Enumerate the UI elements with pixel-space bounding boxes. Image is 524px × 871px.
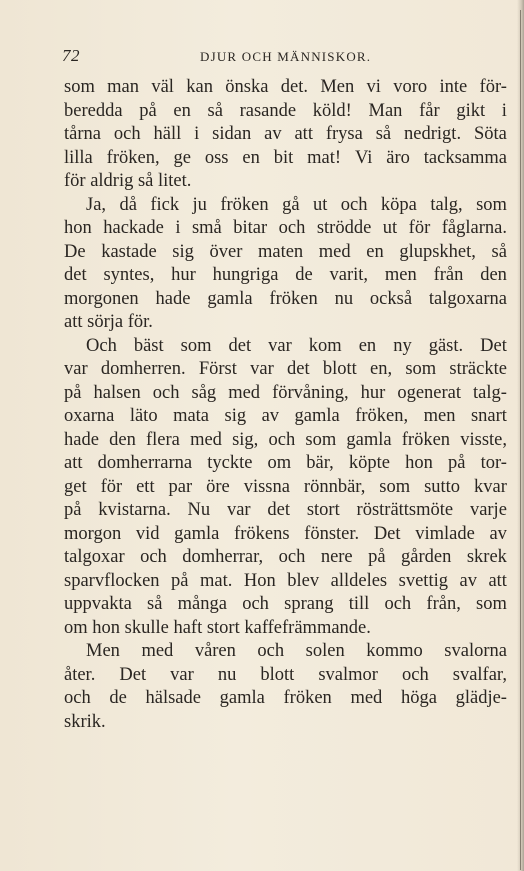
text-line [64,687,507,711]
word: och [401,664,429,685]
word: och [257,641,285,661]
word: kan [186,77,213,97]
word: Vi [354,147,373,168]
word: varit, [329,265,369,285]
text-line: skrik. [64,711,106,732]
word: sig, [232,429,259,450]
word: de [295,265,313,285]
word: med [228,382,261,403]
text-line [64,429,507,453]
word: vid [135,523,160,544]
word: skrek [466,547,507,567]
word: visste, [460,429,507,450]
word: sträckte [449,359,507,379]
word: frökens [234,523,290,544]
word: varje [469,500,507,520]
word: flera [146,429,180,450]
word: glupskhet, [399,241,476,262]
word: lilla [64,147,93,168]
word: fönster. [304,523,360,544]
word: hur [171,265,196,285]
word: fröken, [355,406,409,426]
word: över [209,241,243,262]
word: Man [368,100,403,121]
word: alldeles [330,570,388,591]
word: Först [198,359,237,379]
word: kastade [101,241,157,262]
word: det [267,500,291,520]
word: en [242,147,260,168]
word: Det [373,523,401,544]
word: hon [64,218,92,238]
word: och [64,688,91,708]
word: stort [306,500,340,520]
word: De [64,241,86,262]
word: på [64,382,82,403]
word: väl [151,77,174,97]
word: och [152,382,180,403]
word: domherrarna [97,453,193,473]
word: nu [334,288,354,309]
word: som [476,594,507,614]
word: rösträttsmöte [356,500,454,520]
word: som [476,194,507,215]
word: att [64,453,83,473]
text-line [64,546,507,570]
word: så [147,594,163,614]
word: solen [305,641,345,661]
word: sparvflocken [64,570,160,591]
word: halsen [93,382,141,403]
text-line [64,288,507,312]
word: och [268,429,296,450]
word: önska [225,77,269,97]
word: Det [119,664,147,685]
word: kom [308,335,342,356]
word: men [423,406,456,426]
word: domherrar, [182,547,264,567]
word: svalfar, [452,664,507,685]
word: köpte [348,453,391,473]
word: ut [312,194,328,215]
word: mat. [200,570,233,591]
word: en [358,335,377,356]
word: i [194,124,200,144]
word: talgoxarna [428,288,507,309]
word: var [250,359,274,379]
word: med [318,241,351,262]
word: till [348,594,370,614]
word: så [375,124,392,144]
word: glädje- [455,688,507,708]
word: sprang [284,594,334,614]
word: många [177,594,227,614]
word: beredda [64,100,123,121]
word: de [109,688,127,708]
word: var [170,664,194,685]
word: Det [480,335,507,356]
word: med [350,688,383,708]
word: bäst [133,335,164,356]
word: nere [320,547,353,567]
word: den [109,429,136,450]
word: som [405,359,437,379]
word: av [489,523,507,544]
word: gamla [294,406,340,426]
word: domherren. [100,359,186,379]
text-line [64,264,507,288]
word: om [267,453,292,473]
word: köpa [380,194,417,215]
word: tårna [64,124,101,144]
word: en [173,100,191,121]
word: gamla [174,523,220,544]
text-line [64,476,507,500]
word: rönnbär, [303,476,366,497]
word: ge [173,147,191,168]
word: av [264,124,282,144]
word: det [228,335,252,356]
word: blott [322,359,357,379]
word: talgoxar [64,547,125,567]
word: läto [129,406,158,426]
word: Ja, [86,194,107,215]
word: och [384,594,412,614]
word: på [64,500,82,520]
word: tacksamma [423,147,507,168]
word: morgon [64,523,122,544]
word: sig [224,406,247,426]
word: så [207,100,223,121]
word: par [168,476,193,497]
word: fröken [283,688,332,708]
word: och [278,547,306,567]
word: får [419,100,440,121]
word: snart [470,406,507,426]
word: strödde [316,218,372,238]
text-line [64,217,507,241]
word: hade [155,288,191,309]
word: kvar [474,476,507,497]
word: bit [273,147,294,168]
word: oxarna [64,406,115,426]
word: ogenerat [397,382,462,403]
word: sutto [424,476,461,497]
word: ut [382,218,398,238]
word: av [261,406,280,426]
word: var [268,335,292,356]
word: och [140,547,167,567]
word: från [433,265,464,285]
word: små [191,218,222,238]
word: våren [194,641,236,661]
word: kommo [366,641,423,661]
word: Söta [473,124,507,144]
word: äro [386,147,410,168]
word: och [340,194,368,215]
word: hackade [103,218,164,238]
word: mata [173,406,210,426]
text-line [64,499,507,523]
word: det. [280,77,308,97]
word: fåglarna. [441,218,507,238]
text-line [64,194,507,218]
word: gikt [456,100,486,121]
text-line [64,570,507,594]
word: att [294,124,313,144]
word: man [107,77,140,97]
word: bär, [306,453,334,473]
word: hon [405,453,433,473]
word: att [488,570,507,591]
word: den [480,265,507,285]
text-line [64,335,507,359]
word: höga [400,688,437,708]
word: syntes, [103,265,155,285]
word: tor- [480,453,507,473]
word: häll [153,124,182,144]
word: mat! [307,147,342,168]
word: Nu [187,500,211,520]
word: hungriga [212,265,279,285]
word: ett [136,476,155,497]
word: vimlade [415,523,475,544]
word: en [366,241,384,262]
word: Men [86,641,120,661]
text-line [64,640,507,664]
word: rasande [239,100,297,121]
word: inte [439,77,468,97]
word: gamla [346,429,392,450]
word: gå [282,194,300,215]
word: fröken [401,429,451,450]
word: Och [86,335,117,356]
word: på [171,570,189,591]
word: på [368,547,386,567]
word: sig [172,241,194,262]
word: gården [401,547,452,567]
word: och [242,594,269,614]
word: i [501,100,507,121]
word: uppvakta [64,594,132,614]
word: svalmor [318,664,378,685]
word: hur [360,382,386,403]
word: svettig [398,570,448,591]
page-header [62,46,508,68]
word: oss [204,147,229,168]
word: som [180,335,212,356]
word: men [384,265,417,285]
word: då [119,194,137,215]
word: gäst. [428,335,464,356]
text-line [64,382,507,406]
text-line [64,405,507,429]
word: maten [257,241,304,262]
word: Men [320,77,355,97]
word: frysa [325,124,363,144]
text-line [64,664,507,688]
word: förvåning, [272,382,349,403]
word: nu [217,664,237,685]
word: i [175,218,181,238]
word: var [64,359,88,379]
word: gamla [207,288,253,309]
word: så [491,241,507,262]
text-line: för aldrig så litet. [64,171,192,191]
word: ju [192,194,207,215]
page-edge-line [520,10,521,870]
word: blev [287,570,320,591]
word: som [64,77,95,97]
word: från, [426,594,461,614]
word: en, [370,359,393,379]
word: kvistarna. [98,500,171,520]
text-line [64,147,507,171]
word: som [305,429,337,450]
word: ny [393,335,412,356]
word: hade [64,429,99,450]
word: för [408,218,431,238]
word: på [448,453,466,473]
word: och [278,218,306,238]
running-head: DJUR OCH MÄNNISKOR. [200,49,372,64]
word: åter. [64,664,96,685]
word: med [141,641,174,661]
text-line [64,452,507,476]
word: talg- [473,382,507,403]
word: Hon [243,570,276,591]
word: fröken, [106,147,160,168]
text-line [64,100,507,124]
text-line [64,523,507,547]
word: bitar [233,218,268,238]
text-line [64,76,507,100]
word: vi [366,77,381,97]
word: på [139,100,157,121]
word: fick [150,194,180,215]
word: blott [260,664,295,685]
word: för- [479,77,507,97]
text-line [64,241,507,265]
word: voro [393,77,428,97]
word: svalorna [444,641,507,661]
text-line [64,123,507,147]
word: tyckte [207,453,253,473]
word: nedrigt. [404,124,462,144]
word: vissna [243,476,290,497]
word: med [190,429,222,450]
word: fröken [269,288,318,309]
word: som [379,476,411,497]
body-text [64,76,507,734]
word: var [226,500,251,520]
page-number: 72 [62,46,80,65]
word: av [459,570,477,591]
word: gamla [219,688,265,708]
text-line: om hon skulle haft stort kaffefrämmande. [64,617,371,638]
word: det [64,265,87,285]
word: fröken [220,194,269,215]
word: det [287,359,310,379]
word: för [100,476,123,497]
word: sidan [212,124,252,144]
word: hälsade [145,688,201,708]
word: köld! [312,100,352,121]
word: morgonen [64,288,139,309]
text-line [64,593,507,617]
text-line: att sörja för. [64,312,153,332]
word: såg [191,382,217,403]
word: get [64,476,87,497]
text-line [64,358,507,382]
word: talg, [430,194,463,215]
word: och [113,124,141,144]
word: öre [206,476,230,497]
word: också [369,288,413,309]
